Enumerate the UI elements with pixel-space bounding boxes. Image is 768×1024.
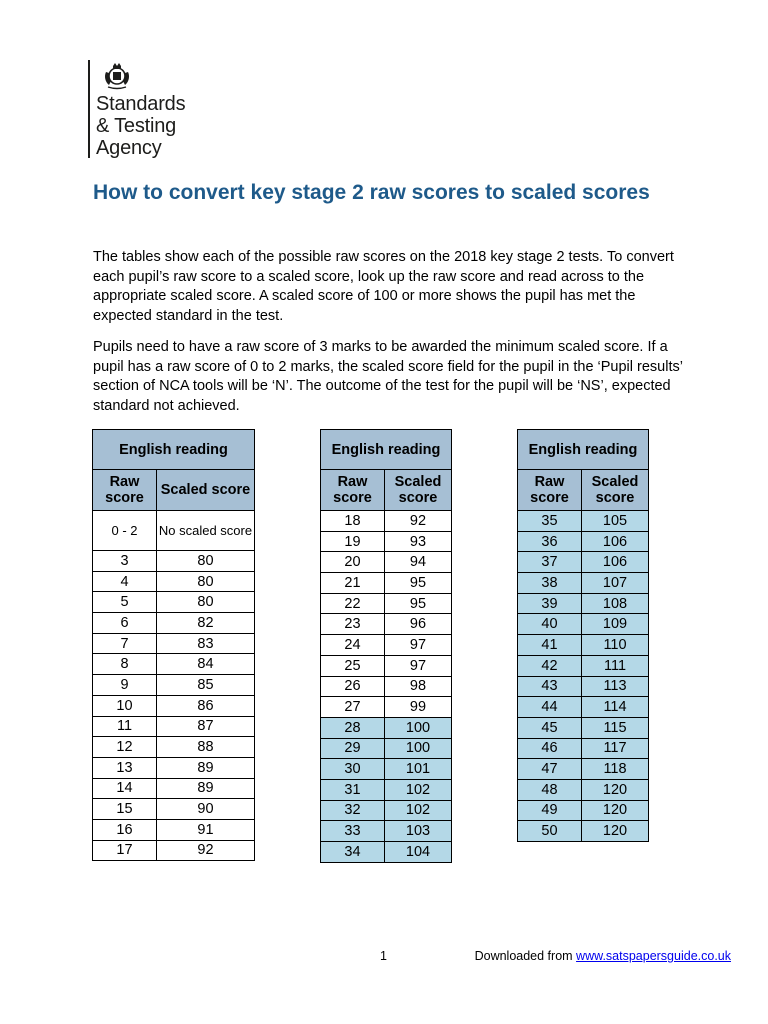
raw-score-cell: 30	[321, 759, 385, 780]
scaled-score-cell: 100	[385, 717, 452, 738]
table-row	[518, 738, 649, 759]
scaled-score-cell: 117	[582, 738, 649, 759]
table-row	[321, 614, 452, 635]
scaled-score-cell: 85	[157, 675, 255, 696]
raw-score-cell: 23	[321, 614, 385, 635]
scaled-score-cell: 118	[582, 759, 649, 780]
table-row	[321, 676, 452, 697]
raw-score-cell: 26	[321, 676, 385, 697]
col-header-scaled: Scaled score	[157, 470, 255, 511]
scaled-score-cell: 120	[582, 779, 649, 800]
scaled-score-cell: 99	[385, 697, 452, 718]
scaled-score-cell: 108	[582, 593, 649, 614]
scaled-score-cell: 97	[385, 655, 452, 676]
download-note	[475, 949, 731, 963]
table-title: English reading	[93, 430, 255, 470]
scaled-score-cell: 105	[582, 511, 649, 532]
raw-score-cell: 22	[321, 593, 385, 614]
raw-score-cell: 39	[518, 593, 582, 614]
raw-score-cell: 8	[93, 654, 157, 675]
raw-score-cell: 45	[518, 717, 582, 738]
table-row	[321, 717, 452, 738]
scaled-score-cell: 95	[385, 573, 452, 594]
raw-score-cell: 34	[321, 842, 385, 863]
table-row	[93, 633, 255, 654]
scaled-score-cell: 89	[157, 778, 255, 799]
scaled-score-cell: 120	[582, 821, 649, 842]
col-header-raw: Raw score	[518, 470, 582, 511]
raw-score-cell: 9	[93, 675, 157, 696]
scaled-score-cell: 95	[385, 593, 452, 614]
scaled-score-cell: 104	[385, 842, 452, 863]
table-row	[518, 779, 649, 800]
scaled-score-cell: 83	[157, 633, 255, 654]
raw-score-cell: 7	[93, 633, 157, 654]
raw-score-cell: 50	[518, 821, 582, 842]
col-header-raw: Raw score	[321, 470, 385, 511]
table-row	[93, 778, 255, 799]
scaled-score-cell: 111	[582, 655, 649, 676]
raw-score-cell: 3	[93, 551, 157, 572]
table-row	[321, 573, 452, 594]
raw-score-cell: 14	[93, 778, 157, 799]
col-header-scaled: Scaled score	[582, 470, 649, 511]
table-row	[518, 717, 649, 738]
logo-line: Agency	[96, 137, 162, 159]
table-row	[518, 593, 649, 614]
table-row	[321, 635, 452, 656]
table-row	[93, 737, 255, 758]
score-table-2	[320, 429, 452, 863]
scaled-score-cell: 102	[385, 779, 452, 800]
download-prefix: Downloaded from	[474, 949, 577, 963]
source-link[interactable]: www.satspapersguide.co.uk	[576, 949, 731, 963]
col-header-scaled: Scaled score	[385, 470, 452, 511]
table-row	[518, 552, 649, 573]
raw-score-cell: 32	[321, 800, 385, 821]
scaled-score-cell: 80	[157, 551, 255, 572]
scaled-score-cell: 113	[582, 676, 649, 697]
scaled-score-cell: 106	[582, 552, 649, 573]
raw-score-cell: 12	[93, 737, 157, 758]
table-row	[93, 571, 255, 592]
scaled-score-cell: 98	[385, 676, 452, 697]
raw-score-cell: 13	[93, 757, 157, 778]
raw-score-cell: 4	[93, 571, 157, 592]
table-row	[321, 738, 452, 759]
scaled-score-cell: 114	[582, 697, 649, 718]
scaled-score-cell: No scaled score	[157, 511, 255, 551]
scaled-score-cell: 84	[157, 654, 255, 675]
raw-score-cell: 15	[93, 799, 157, 820]
raw-score-cell: 0 - 2	[93, 511, 157, 551]
scaled-score-cell: 90	[157, 799, 255, 820]
page-title: How to convert key stage 2 raw scores to scaled scores	[93, 181, 650, 204]
raw-score-cell: 48	[518, 779, 582, 800]
table-row	[518, 635, 649, 656]
scaled-score-cell: 87	[157, 716, 255, 737]
raw-score-cell: 5	[93, 592, 157, 613]
raw-score-cell: 46	[518, 738, 582, 759]
scaled-score-cell: 106	[582, 531, 649, 552]
guidance-paragraph: Pupils need to have a raw score of 3 marks to be awarded the minimum scaled score. If a pupil has a raw score of 0 to 2 marks, the scaled score field for the pupil in the ‘Pupil results’ section of NCA tools will be ‘N’. The outcome of the test for the pupil will be ‘NS’, expected standard not achieved.	[93, 339, 683, 414]
raw-score-cell: 31	[321, 779, 385, 800]
scaled-score-cell: 110	[582, 635, 649, 656]
table-row	[518, 676, 649, 697]
scaled-score-cell: 101	[385, 759, 452, 780]
raw-score-cell: 49	[518, 800, 582, 821]
scaled-score-cell: 109	[582, 614, 649, 635]
table-row	[93, 511, 255, 551]
table-row	[321, 800, 452, 821]
scaled-score-cell: 102	[385, 800, 452, 821]
table-row	[518, 759, 649, 780]
raw-score-cell: 10	[93, 695, 157, 716]
table-row	[93, 799, 255, 820]
scaled-score-cell: 92	[157, 840, 255, 861]
raw-score-cell: 33	[321, 821, 385, 842]
table-row	[93, 819, 255, 840]
raw-score-cell: 29	[321, 738, 385, 759]
table-row	[321, 842, 452, 863]
table-row	[93, 592, 255, 613]
scaled-score-cell: 82	[157, 613, 255, 634]
scaled-score-cell: 97	[385, 635, 452, 656]
logo-wordmark	[96, 93, 185, 159]
table-row	[93, 613, 255, 634]
scaled-score-cell: 91	[157, 819, 255, 840]
table-row	[321, 821, 452, 842]
table-row	[93, 695, 255, 716]
table-row	[321, 759, 452, 780]
table-row	[321, 593, 452, 614]
table-row	[93, 551, 255, 572]
table-row	[93, 757, 255, 778]
scaled-score-cell: 89	[157, 757, 255, 778]
table-row	[518, 655, 649, 676]
scaled-score-cell: 92	[385, 511, 452, 532]
score-table-1	[92, 429, 255, 861]
page-number: 1	[380, 949, 387, 963]
raw-score-cell: 25	[321, 655, 385, 676]
scaled-score-cell: 96	[385, 614, 452, 635]
score-table-3	[517, 429, 649, 842]
table-row	[518, 573, 649, 594]
table-row	[321, 779, 452, 800]
raw-score-cell: 24	[321, 635, 385, 656]
table-row	[321, 697, 452, 718]
logo-divider	[88, 60, 90, 158]
table-row	[321, 511, 452, 532]
raw-score-cell: 37	[518, 552, 582, 573]
raw-score-cell: 41	[518, 635, 582, 656]
scaled-score-cell: 80	[157, 592, 255, 613]
table-row	[518, 821, 649, 842]
scaled-score-cell: 86	[157, 695, 255, 716]
scaled-score-cell: 100	[385, 738, 452, 759]
raw-score-cell: 6	[93, 613, 157, 634]
table-row	[321, 552, 452, 573]
raw-score-cell: 21	[321, 573, 385, 594]
raw-score-cell: 38	[518, 573, 582, 594]
table-row	[321, 531, 452, 552]
scaled-score-cell: 93	[385, 531, 452, 552]
raw-score-cell: 20	[321, 552, 385, 573]
raw-score-cell: 19	[321, 531, 385, 552]
table-row	[518, 800, 649, 821]
scaled-score-cell: 115	[582, 717, 649, 738]
scaled-score-cell: 107	[582, 573, 649, 594]
raw-score-cell: 36	[518, 531, 582, 552]
logo-line: & Testing	[96, 115, 177, 137]
raw-score-cell: 40	[518, 614, 582, 635]
logo-line: Standards	[96, 93, 186, 115]
raw-score-cell: 47	[518, 759, 582, 780]
table-row	[321, 655, 452, 676]
table-row	[93, 716, 255, 737]
table-title: English reading	[518, 430, 649, 470]
raw-score-cell: 27	[321, 697, 385, 718]
raw-score-cell: 16	[93, 819, 157, 840]
scaled-score-cell: 120	[582, 800, 649, 821]
intro-paragraph: The tables show each of the possible raw scores on the 2018 key stage 2 tests. To convert each pupil’s raw score to a scaled score, look up the raw score and read across to the appropriate scaled score. A scaled score of 100 or more shows the pupil has met the expected standard in the test.	[93, 249, 674, 324]
raw-score-cell: 11	[93, 716, 157, 737]
table-row	[518, 531, 649, 552]
raw-score-cell: 28	[321, 717, 385, 738]
table-row	[93, 654, 255, 675]
raw-score-cell: 42	[518, 655, 582, 676]
raw-score-cell: 17	[93, 840, 157, 861]
col-header-raw: Raw score	[93, 470, 157, 511]
raw-score-cell: 43	[518, 676, 582, 697]
royal-crest-icon	[102, 60, 132, 90]
table-row	[518, 697, 649, 718]
table-title: English reading	[321, 430, 452, 470]
scaled-score-cell: 88	[157, 737, 255, 758]
table-row	[518, 614, 649, 635]
raw-score-cell: 44	[518, 697, 582, 718]
table-row	[93, 840, 255, 861]
scaled-score-cell: 94	[385, 552, 452, 573]
raw-score-cell: 35	[518, 511, 582, 532]
raw-score-cell: 18	[321, 511, 385, 532]
table-row	[93, 675, 255, 696]
table-row	[518, 511, 649, 532]
scaled-score-cell: 80	[157, 571, 255, 592]
scaled-score-cell: 103	[385, 821, 452, 842]
